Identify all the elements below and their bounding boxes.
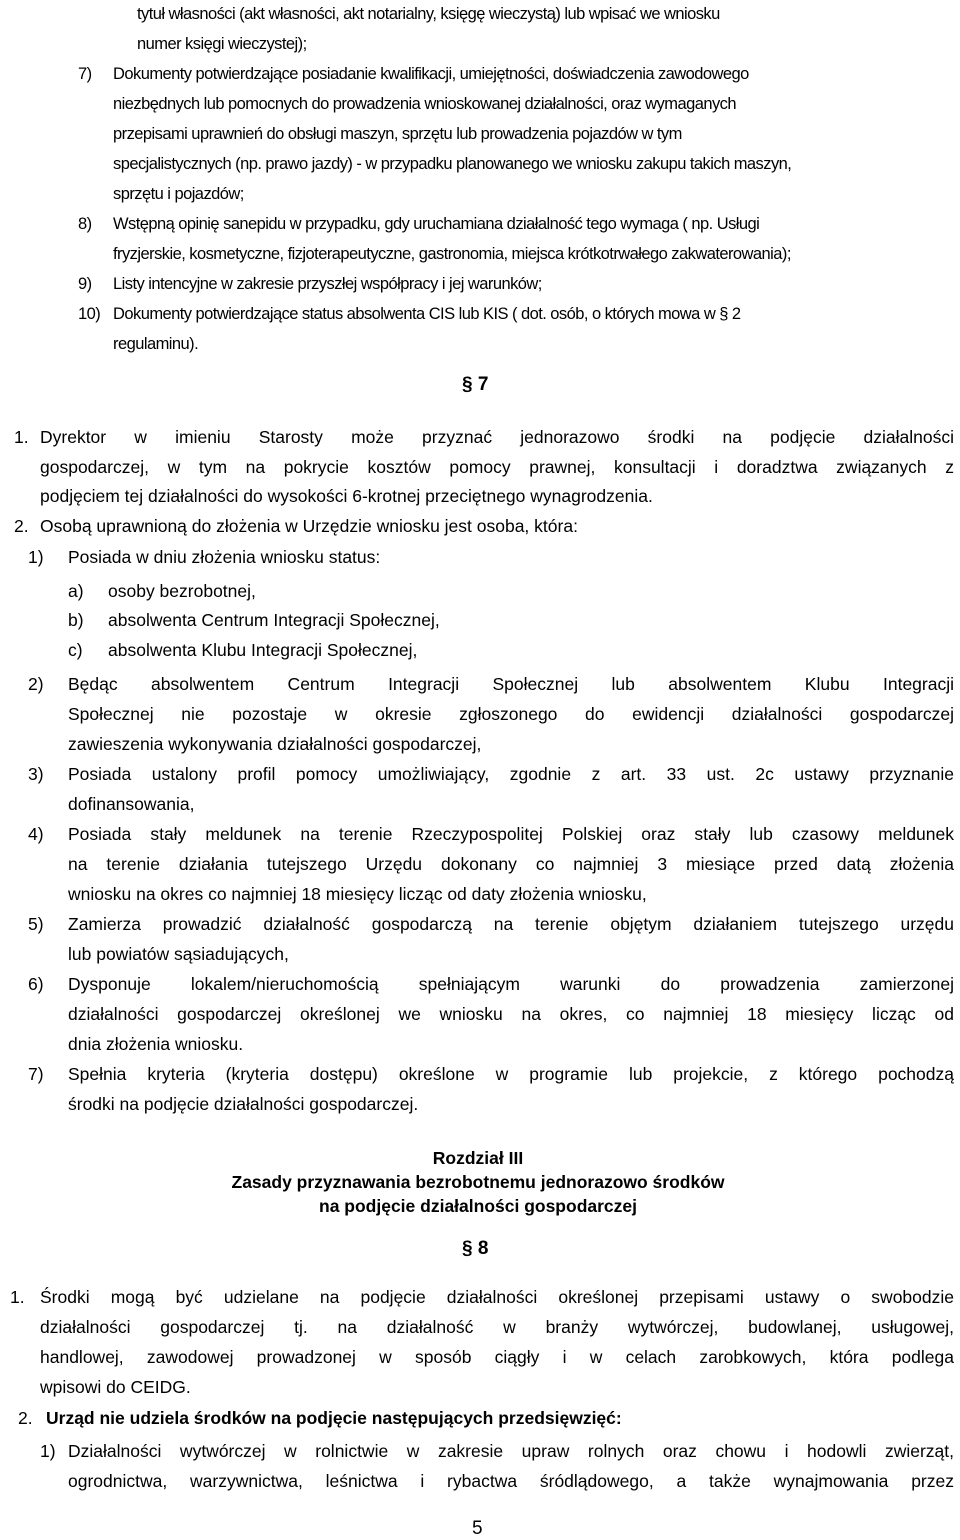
sub-list-text: absolwenta Centrum Integracji Społecznej,	[108, 610, 440, 630]
paragraph-text: podjęciem tej działalności do wysokości 6-krotnej przeciętnego wynagrodzenia.	[40, 486, 653, 506]
list-item-text: fryzjerskie, kosmetyczne, fizjoterapeutyczne, gastronomia, miejsca krótkotrwałego zakwaterowania);	[113, 245, 791, 263]
list-marker: 6)	[28, 974, 44, 994]
paragraph-marker: 1.	[10, 1287, 25, 1307]
list-marker: 9)	[78, 275, 92, 293]
list-item-text: Listy intencyjne w zakresie przyszłej współpracy i jej warunków;	[113, 275, 542, 293]
paragraph-text: działalności gospodarczej tj. na działalność w branży wytwórczej, budowlanej, usługowej,	[40, 1317, 954, 1337]
continuation-line: numer księgi wieczystej);	[137, 35, 307, 53]
paragraph-text: handlowej, zawodowej prowadzonej w sposób ciągły i w celach zarobkowych, która podlega	[40, 1347, 954, 1367]
sub-list-text: absolwenta Klubu Integracji Społecznej,	[108, 640, 418, 660]
paragraph-marker: 1.	[14, 427, 29, 447]
paragraph-text: Urząd nie udziela środków na podjęcie następujących przedsięwzięć:	[46, 1408, 622, 1428]
list-item-text: lub powiatów sąsiadujących,	[68, 944, 289, 964]
list-item-text: Dysponuje lokalem/nieruchomością spełniającym warunki do prowadzenia zamierzonej	[68, 974, 954, 994]
paragraph-marker: 2.	[18, 1408, 33, 1428]
list-marker: 5)	[28, 914, 44, 934]
list-item-text: zawieszenia wykonywania działalności gospodarczej,	[68, 734, 482, 754]
list-marker: 8)	[78, 215, 92, 233]
paragraph-text: wpisowi do CEIDG.	[40, 1377, 191, 1397]
list-item-text: środki na podjęcie działalności gospodarczej.	[68, 1094, 419, 1114]
list-item-text: wniosku na okres co najmniej 18 miesięcy licząc od daty złożenia wniosku,	[68, 884, 647, 904]
list-marker: 10)	[78, 305, 101, 323]
list-marker: 2)	[28, 674, 44, 694]
sub-list-marker: b)	[68, 610, 84, 630]
list-item-text: Posiada ustalony profil pomocy umożliwiający, zgodnie z art. 33 ust. 2c ustawy przyznanie	[68, 764, 954, 784]
chapter-title: Zasady przyznawania bezrobotnemu jednorazowo środków	[231, 1172, 725, 1192]
list-item-text: niezbędnych lub pomocnych do prowadzenia wnioskowanej działalności, oraz wymaganych	[113, 95, 736, 113]
list-item-text: dofinansowania,	[68, 794, 195, 814]
list-item-text: Wstępną opinię sanepidu w przypadku, gdy uruchamiana działalność tego wymaga ( np. Usługi	[113, 215, 760, 233]
list-item-text: Dokumenty potwierdzające status absolwenta CIS lub KIS ( dot. osób, o których mowa w § 2	[113, 305, 741, 323]
list-item-text: specjalistycznych (np. prawo jazdy) - w przypadku planowanego we wniosku zakupu takich maszyn,	[113, 155, 792, 173]
paragraph-marker: 2.	[14, 516, 29, 536]
sub-list-text: osoby bezrobotnej,	[108, 581, 256, 601]
continuation-line: tytuł własności (akt własności, akt notarialny, księgę wieczystą) lub wpisać we wniosku	[137, 5, 720, 23]
list-item-text: dnia złożenia wniosku.	[68, 1034, 244, 1054]
list-marker: 1)	[40, 1441, 56, 1461]
section-heading: § 8	[462, 1238, 489, 1259]
paragraph-text: Dyrektor w imieniu Starosty może przyznać jednorazowo środki na podjęcie działalności	[40, 427, 954, 447]
list-item-text: na terenie działania tutejszego Urzędu dokonany co najmniej 3 miesiące przed datą złożenia	[68, 854, 954, 874]
list-item-text: Dokumenty potwierdzające posiadanie kwalifikacji, umiejętności, doświadczenia zawodowego	[113, 65, 749, 83]
list-item-text: Będąc absolwentem Centrum Integracji Społecznej lub absolwentem Klubu Integracji	[68, 674, 954, 694]
list-item-text: sprzętu i pojazdów;	[113, 185, 244, 203]
list-marker: 1)	[28, 547, 44, 567]
page-number: 5	[472, 1518, 483, 1539]
list-marker: 3)	[28, 764, 44, 784]
chapter-title: na podjęcie działalności gospodarczej	[319, 1196, 637, 1216]
list-item-text: przepisami uprawnień do obsługi maszyn, sprzętu lub prowadzenia pojazdów w tym	[113, 125, 682, 143]
list-item-text: Posiada w dniu złożenia wniosku status:	[68, 547, 381, 567]
list-marker: 4)	[28, 824, 44, 844]
list-item-text: regulaminu).	[113, 335, 199, 353]
list-marker: 7)	[78, 65, 92, 83]
sub-list-marker: c)	[68, 640, 83, 660]
list-item-text: Działalności wytwórczej w rolnictwie w zakresie upraw rolnych oraz chowu i hodowli zwierząt,	[68, 1441, 954, 1461]
list-marker: 7)	[28, 1064, 44, 1084]
chapter-number: Rozdział III	[432, 1148, 524, 1168]
list-item-text: Zamierza prowadzić działalność gospodarczą na terenie objętym działaniem tutejszego urzędu	[68, 914, 954, 934]
paragraph-text: Osobą uprawnioną do złożenia w Urzędzie wniosku jest osoba, która:	[40, 516, 578, 536]
list-item-text: Spełnia kryteria (kryteria dostępu) określone w programie lub projekcie, z którego pochodzą	[68, 1064, 954, 1084]
list-item-text: Posiada stały meldunek na terenie Rzeczypospolitej Polskiej oraz stały lub czasowy meldunek	[68, 824, 954, 844]
list-item-text: ogrodnictwa, warzywnictwa, leśnictwa i rybactwa śródlądowego, a także wynajmowania przez	[68, 1471, 954, 1491]
list-item-text: działalności gospodarczej określonej we wniosku na okres, co najmniej 18 miesięcy licząc od	[68, 1004, 954, 1024]
paragraph-text: gospodarczej, w tym na pokrycie kosztów pomocy prawnej, konsultacji i doradztwa związanych z	[40, 457, 954, 477]
list-item-text: Społecznej nie pozostaje w okresie zgłoszonego do ewidencji działalności gospodarczej	[68, 704, 954, 724]
sub-list-marker: a)	[68, 581, 84, 601]
paragraph-text: Środki mogą być udzielane na podjęcie działalności określonej przepisami ustawy o swobodzie	[40, 1287, 954, 1307]
section-heading: § 7	[462, 374, 489, 395]
